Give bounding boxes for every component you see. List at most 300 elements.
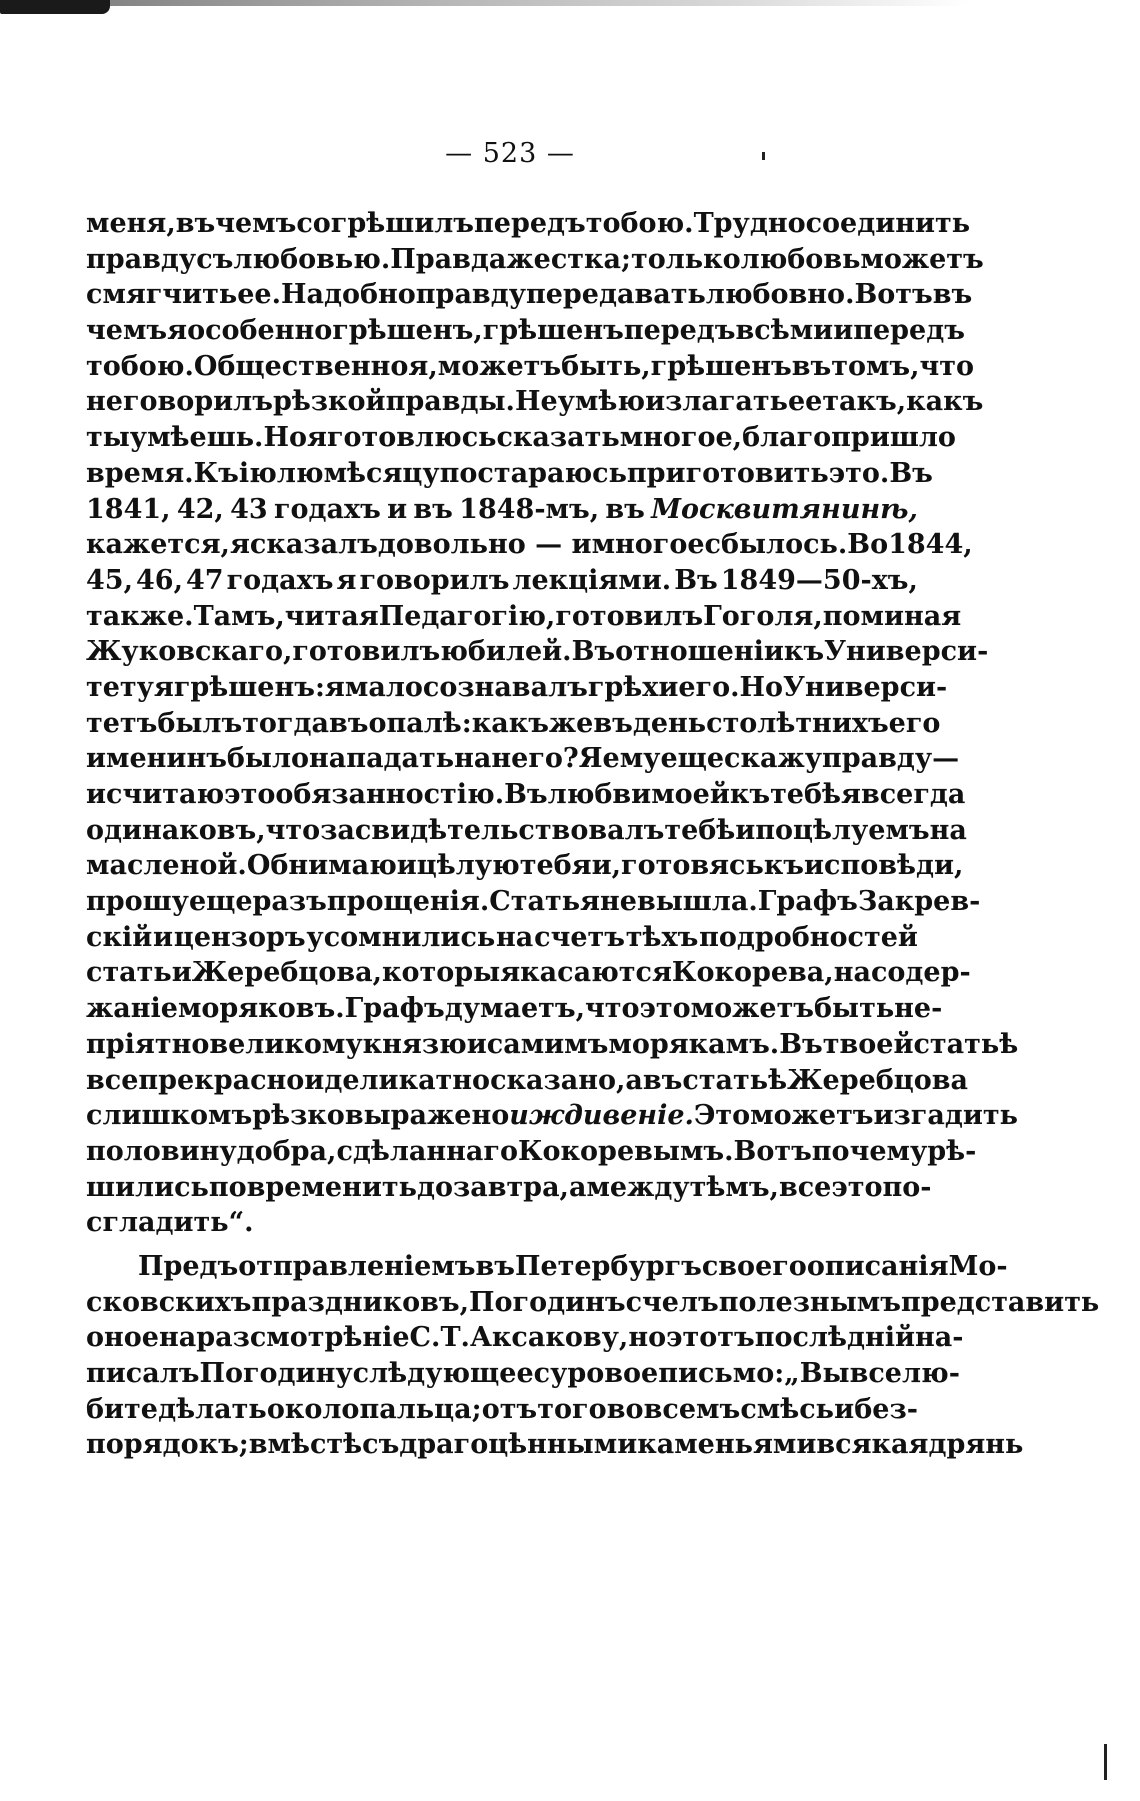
word: грѣшенъ	[482, 315, 624, 347]
word: Универси-	[824, 636, 989, 668]
word: въ	[413, 493, 453, 525]
word: годахъ	[273, 493, 381, 525]
word: читая	[284, 600, 379, 632]
scan-ink-blot	[0, 0, 110, 14]
word: Не	[514, 386, 558, 418]
word: считаю	[106, 779, 225, 810]
word: въ	[932, 279, 973, 311]
word: на	[454, 743, 492, 775]
word: почему	[811, 1135, 928, 1167]
word: скій	[86, 921, 153, 953]
word: этотъ	[666, 1322, 755, 1354]
word: столѣтнихъ	[706, 707, 889, 739]
word: 1841,	[86, 493, 171, 525]
text-line	[86, 1322, 964, 1358]
word: и	[833, 315, 854, 347]
word: 43	[230, 493, 268, 525]
paragraph-gap	[86, 1243, 918, 1251]
word: цензоръ	[173, 921, 306, 953]
text-line	[86, 1358, 960, 1394]
word: къ	[729, 779, 771, 810]
word: нападать	[309, 743, 455, 775]
text-line	[86, 1171, 932, 1208]
word: а	[625, 1064, 643, 1096]
word: сковскихъ	[86, 1286, 252, 1318]
word: любовно.	[705, 279, 855, 311]
word: особенно	[187, 315, 333, 347]
word: статьи	[86, 957, 192, 989]
word: рѣзко	[252, 1100, 345, 1132]
word: всемъ	[643, 1393, 741, 1425]
word: въ	[791, 350, 832, 382]
word: Но	[739, 671, 784, 703]
text-line	[86, 1207, 918, 1243]
word: постараюсь	[439, 457, 627, 489]
word: готовилъ	[555, 600, 704, 632]
text-line	[86, 850, 964, 886]
word: Но	[263, 422, 307, 454]
word: тобою.	[86, 350, 194, 382]
italic-word: иждивеніе.	[509, 1100, 694, 1132]
word: повременить	[208, 1171, 417, 1203]
word: готовясь	[621, 850, 764, 882]
word: бите	[86, 1393, 158, 1425]
word: Универси-	[783, 671, 948, 703]
word: драгоцѣнными	[399, 1429, 638, 1461]
text-line	[86, 600, 962, 637]
word: 1849—50-хъ,	[720, 564, 918, 596]
word: во	[606, 1393, 644, 1425]
word: прощенія.	[326, 886, 490, 918]
word: 46,	[136, 564, 183, 596]
word: также.	[86, 600, 194, 632]
page-number: — 523 —	[445, 138, 575, 169]
word: пріятно	[86, 1028, 210, 1060]
word: Къ	[193, 457, 239, 489]
word: на	[833, 957, 871, 989]
word: тѣхъ	[625, 921, 699, 953]
text-line	[86, 279, 973, 315]
word: быть,	[561, 350, 651, 382]
word: статьѣ	[682, 1064, 788, 1096]
word: это	[224, 779, 276, 810]
word: и	[396, 850, 417, 882]
word: послѣдній	[754, 1322, 915, 1354]
word: излагать	[645, 386, 788, 418]
word: день	[632, 707, 707, 739]
word: обязанностію.	[275, 779, 505, 810]
text-line	[86, 457, 933, 494]
word: на-	[915, 1322, 964, 1354]
word: многое	[591, 529, 705, 561]
word: въ	[328, 707, 369, 739]
word: еще	[660, 743, 725, 775]
word: морякамъ.	[608, 1028, 780, 1060]
word: меня,	[86, 208, 176, 239]
word: Педагогію,	[378, 600, 556, 632]
word: засвидѣтельствовалъ	[320, 814, 665, 846]
word: такъ,	[822, 386, 907, 418]
word: довольно — и	[377, 529, 592, 561]
word: можетъ	[750, 1100, 874, 1132]
word: каменьями	[637, 1429, 817, 1461]
word: именинъ	[86, 743, 227, 775]
word: „Вы	[784, 1358, 850, 1389]
word: сгладить“.	[86, 1207, 254, 1239]
word: поцѣлуемъ	[755, 814, 930, 846]
word: сдѣланнаго	[336, 1135, 518, 1167]
word: моей	[651, 779, 730, 810]
word: пальца;	[359, 1393, 482, 1425]
word: Кокоревымъ.	[517, 1135, 734, 1167]
word: не	[600, 886, 637, 918]
word: рѣзкой	[272, 386, 386, 418]
word: думаетъ,	[444, 993, 585, 1025]
word: же	[548, 707, 594, 739]
word: 1844,	[888, 529, 973, 561]
word: отъ	[481, 1393, 538, 1425]
word: Въ	[571, 636, 616, 668]
text-line	[86, 814, 967, 851]
word: тѣмъ,	[689, 1171, 779, 1203]
word: еще	[188, 886, 253, 918]
text-line	[86, 1064, 968, 1101]
word: по-	[882, 1171, 932, 1203]
text-line	[86, 707, 941, 744]
word: изгадить	[873, 1100, 1018, 1132]
word: Графъ	[757, 886, 858, 918]
word: говорилъ	[122, 386, 273, 418]
text-line	[86, 315, 965, 351]
word: его.	[678, 671, 740, 703]
scan-top-edge	[0, 0, 1100, 22]
text-line	[86, 1135, 977, 1172]
word: готовлюсь	[326, 422, 497, 454]
word: смягчить	[86, 279, 238, 311]
text-line	[86, 1028, 1019, 1065]
word: грѣшенъ:	[173, 671, 325, 703]
word: тобою.	[585, 208, 694, 239]
word: Жеребцова	[787, 1064, 968, 1096]
word: Гоголя,	[703, 600, 823, 632]
word: подробностей	[699, 921, 918, 953]
word: я	[167, 315, 188, 347]
word: соединить	[805, 208, 971, 239]
word: на	[929, 814, 967, 846]
word: порядокъ;	[86, 1429, 249, 1461]
word: передъ	[474, 208, 586, 239]
word: что	[919, 350, 975, 382]
word: половину	[86, 1135, 237, 1167]
scan-mark	[1104, 1744, 1107, 1780]
word: чемъ	[86, 315, 168, 347]
text-line	[86, 529, 973, 565]
word: любовь	[740, 243, 861, 275]
word: не	[86, 386, 123, 418]
text-line	[86, 922, 918, 958]
word: одинаковъ,	[86, 814, 266, 846]
page-text	[86, 208, 1100, 1465]
word: я	[840, 779, 861, 810]
word: въ	[175, 208, 216, 239]
word: Статья	[489, 886, 600, 918]
word: время.	[86, 457, 194, 489]
word: все	[849, 1358, 902, 1389]
word: чемъ	[215, 208, 297, 239]
word: 1848-мъ,	[459, 493, 600, 525]
word: содер-	[870, 957, 971, 989]
word: я	[306, 422, 327, 454]
word: Жуковскаго,	[86, 636, 293, 668]
word: твоей	[822, 1028, 914, 1060]
word: это.	[828, 457, 890, 489]
word: писалъ	[86, 1358, 200, 1389]
text-line	[86, 1394, 918, 1430]
word: Петербургъ	[514, 1250, 702, 1282]
word: правду	[415, 279, 526, 311]
word: дрянь	[928, 1429, 1024, 1461]
word: Т.	[440, 1322, 470, 1354]
word: полезнымъ	[718, 1286, 901, 1318]
word: Мо-	[948, 1250, 1008, 1282]
word: лекціями.	[512, 564, 672, 596]
word: дѣлать	[158, 1393, 267, 1425]
word: сознавалъ	[422, 671, 588, 703]
word: Вотъ	[733, 1135, 812, 1167]
word: разсмотрѣніе	[196, 1322, 410, 1354]
word: выражено	[344, 1100, 510, 1132]
word: смѣсь	[740, 1393, 834, 1425]
word: ее	[787, 386, 823, 418]
word: прошу	[86, 886, 189, 918]
word: добра,	[236, 1135, 337, 1167]
word: тебѣ	[770, 779, 841, 810]
word: любовью.	[233, 243, 391, 275]
word: вмѣстѣ	[248, 1429, 363, 1461]
word: что	[584, 993, 640, 1025]
word: не-	[894, 993, 943, 1025]
word: счетъ	[534, 921, 625, 953]
text-line	[86, 1100, 1018, 1136]
word: какъ	[471, 707, 549, 739]
word: а	[568, 1171, 587, 1203]
paragraph-1	[86, 208, 1019, 1243]
word: тебѣ	[664, 814, 736, 846]
word: без-	[854, 1393, 918, 1425]
word: вышла.	[636, 886, 758, 918]
word: Во	[847, 529, 889, 561]
word: въ	[475, 1250, 515, 1282]
word: тету	[86, 671, 154, 703]
word: и	[466, 1028, 487, 1060]
word: умѣешь.	[129, 422, 264, 454]
word: сказано,	[490, 1064, 626, 1096]
word: правду—	[822, 743, 960, 775]
word: Обнимаю	[246, 850, 397, 882]
word: его	[888, 707, 941, 739]
italic-word: Москвитянинѣ,	[651, 493, 918, 525]
word: описанія	[806, 1250, 949, 1282]
text-line	[86, 208, 971, 244]
word: что	[265, 814, 321, 846]
word: и	[735, 814, 756, 846]
word: всѣми	[735, 315, 834, 347]
word: Предъ	[138, 1250, 239, 1282]
word: лю-	[901, 1358, 960, 1389]
word: многое,	[619, 422, 743, 454]
text-line	[86, 386, 984, 422]
word: благо	[742, 422, 832, 454]
word: и	[304, 1064, 325, 1096]
word: жестка;	[506, 243, 631, 275]
word: С.	[409, 1322, 441, 1354]
word: великому	[209, 1028, 363, 1060]
word: 47	[186, 564, 224, 596]
word: грѣшенъ,	[332, 315, 483, 347]
word: оное	[86, 1322, 159, 1354]
word: томъ,	[831, 350, 920, 382]
word: готовилъ	[292, 636, 441, 668]
text-line	[86, 993, 943, 1029]
word: завтра,	[452, 1171, 569, 1203]
word: Общественно	[193, 350, 409, 382]
word: можетъ	[860, 243, 984, 275]
word: Въ	[889, 457, 933, 489]
word: я,	[408, 350, 438, 382]
word: въ	[642, 1064, 683, 1096]
word: Погодинъ	[469, 1286, 626, 1318]
word: къ	[783, 636, 825, 668]
word: ты	[86, 422, 130, 454]
word: правды.	[385, 386, 515, 418]
word: 42,	[176, 493, 224, 525]
word: любви	[547, 779, 652, 810]
word: въ	[593, 707, 633, 739]
word: своего	[701, 1250, 807, 1282]
text-line	[86, 243, 984, 280]
word: приготовить	[626, 457, 829, 489]
word: можетъ	[690, 993, 815, 1025]
paragraph-2	[86, 1250, 1100, 1465]
text-line	[86, 671, 948, 708]
word: масленой.	[86, 850, 247, 882]
word: сбылось.	[704, 529, 848, 561]
text-line	[86, 743, 960, 779]
word: грѣхи	[587, 671, 679, 703]
word: Аксакову,	[469, 1322, 629, 1354]
text-line	[86, 1250, 1008, 1287]
word: статьѣ	[913, 1028, 1019, 1060]
word: шились	[86, 1171, 209, 1203]
word: согрѣшилъ	[296, 208, 474, 239]
word: до	[416, 1171, 453, 1203]
word: и	[387, 493, 408, 525]
word: передъ	[853, 315, 965, 347]
word: и	[834, 1393, 855, 1425]
word: которыя	[382, 957, 521, 989]
word: Трудно	[693, 208, 806, 239]
word: Вотъ	[854, 279, 933, 311]
word: правду	[86, 243, 197, 275]
word: мало	[344, 671, 423, 703]
word: передавать	[525, 279, 706, 311]
text-line	[86, 350, 975, 387]
word: передъ	[623, 315, 736, 347]
word: Графъ	[344, 993, 445, 1025]
word: я	[324, 671, 345, 703]
word: прекрасно	[138, 1064, 305, 1096]
word: жаніе	[86, 993, 178, 1025]
word: я	[229, 529, 250, 561]
word: тетъ	[86, 707, 158, 739]
word: около	[266, 1393, 360, 1425]
word: мѣсяцу	[323, 457, 440, 489]
word: счелъ	[625, 1286, 719, 1318]
word: на	[158, 1322, 197, 1354]
word: Правда	[390, 243, 507, 275]
word: и,	[591, 850, 622, 882]
word: представить	[900, 1286, 1100, 1318]
word: умѣю	[557, 386, 646, 418]
word: князю	[362, 1028, 467, 1060]
word: Въ	[779, 1028, 823, 1060]
word: Закрев-	[857, 886, 981, 918]
word: іюлю	[238, 457, 324, 489]
word: было	[226, 743, 310, 775]
word: я	[153, 671, 174, 703]
word: тебя	[519, 850, 592, 882]
word: тогда	[242, 707, 329, 739]
text-line	[86, 1286, 1100, 1323]
word: скажу	[724, 743, 822, 775]
word: въ	[605, 493, 645, 525]
word: всегда	[860, 779, 966, 810]
word: Я	[578, 743, 603, 775]
word: слишкомъ	[86, 1100, 253, 1132]
word: пришло	[831, 422, 956, 454]
word: Въ	[504, 779, 548, 810]
word: сказать	[496, 422, 620, 454]
text-line	[86, 494, 918, 530]
word: но	[628, 1322, 667, 1354]
word: моряковъ.	[177, 993, 345, 1025]
word: того	[537, 1393, 607, 1425]
word: съ	[196, 243, 234, 275]
word: на	[496, 921, 534, 953]
word: быть	[814, 993, 895, 1025]
text-line	[86, 1429, 1024, 1465]
word: это	[639, 993, 691, 1025]
word: отправленіемъ	[238, 1250, 476, 1282]
word: кажется,	[86, 529, 230, 561]
text-line	[86, 565, 918, 601]
word: исповѣди,	[804, 850, 964, 882]
word: деликатно	[324, 1064, 491, 1096]
word: сказалъ	[249, 529, 378, 561]
word: Надобно	[281, 279, 416, 311]
word: ему	[602, 743, 661, 775]
word: цѣлую	[416, 850, 520, 882]
word: Тамъ,	[193, 600, 285, 632]
word: грѣшенъ	[650, 350, 792, 382]
word: поминая	[822, 600, 962, 632]
word: письмо:	[658, 1358, 785, 1389]
text-line	[86, 886, 981, 922]
word: отношеніи	[615, 636, 784, 668]
word: касаются	[520, 957, 672, 989]
word: все	[86, 1064, 139, 1096]
word: съ	[362, 1429, 400, 1461]
